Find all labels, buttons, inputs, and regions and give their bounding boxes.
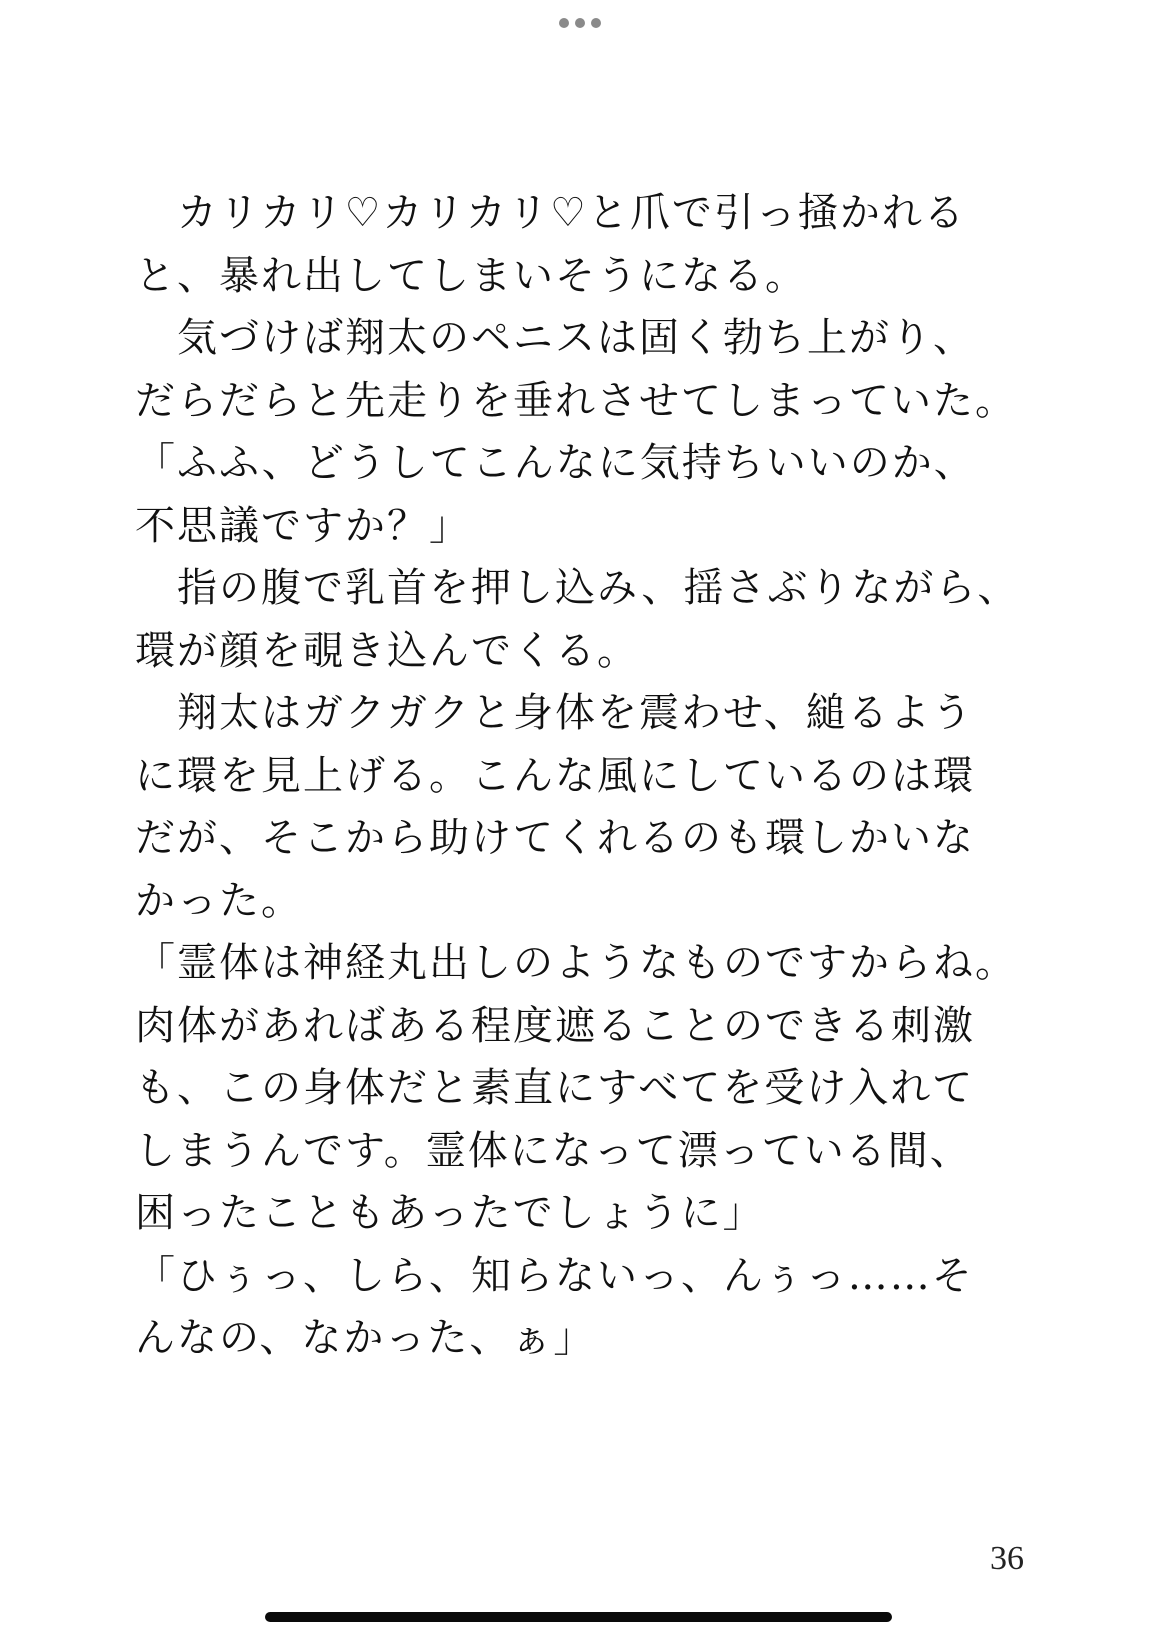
text-line: 不思議ですか？」	[135, 502, 471, 549]
text-line: んなの、なかった、ぁ」	[135, 1315, 596, 1361]
text-line: も、この身体だと素直にすべてを受け入れて	[135, 1065, 975, 1111]
text-line: 肉体があればある程度遮ることのできる刺激	[135, 1002, 975, 1049]
text-line: 気づけば翔太のペニスは固く勃ち上がり、	[135, 315, 975, 361]
text-line: だが、そこから助けてくれるのも環しかいな	[135, 815, 975, 861]
reader-text-body	[135, 182, 1035, 1370]
more-options-icon[interactable]	[559, 16, 601, 30]
dot	[591, 18, 601, 28]
text-line: しまうんです。霊体になって漂っている間、	[135, 1127, 972, 1174]
text-line: 「霊体は神経丸出しのようなものですからね。	[135, 940, 1017, 986]
dot	[575, 18, 585, 28]
text-line: 環が顔を覗き込んでくる。	[135, 627, 639, 674]
text-line: 翔太はガクガクと身体を震わせ、縋るよう	[135, 690, 974, 736]
home-indicator[interactable]	[265, 1612, 892, 1622]
dot	[559, 18, 569, 28]
text-line: だらだらと先走りを垂れさせてしまっていた。	[135, 377, 1017, 424]
text-line: 「ふふ、どうしてこんなに気持ちいいのか、	[135, 440, 976, 486]
text-line: かった。	[135, 877, 303, 924]
page-number: 36	[990, 1540, 1024, 1577]
text-line: 指の腹で乳首を押し込み、揺さぶりながら、	[135, 565, 1020, 611]
text-line: 「ひぅっ、しら、知らないっ、んぅっ……そ	[135, 1252, 974, 1299]
text-line: と、暴れ出してしまいそうになる。	[135, 252, 807, 299]
text-line: 困ったこともあったでしょうに」	[135, 1190, 765, 1236]
text-line: に環を見上げる。こんな風にしているのは環	[135, 752, 975, 799]
text-line: カリカリ♡カリカリ♡と爪で引っ掻かれる	[135, 190, 966, 236]
